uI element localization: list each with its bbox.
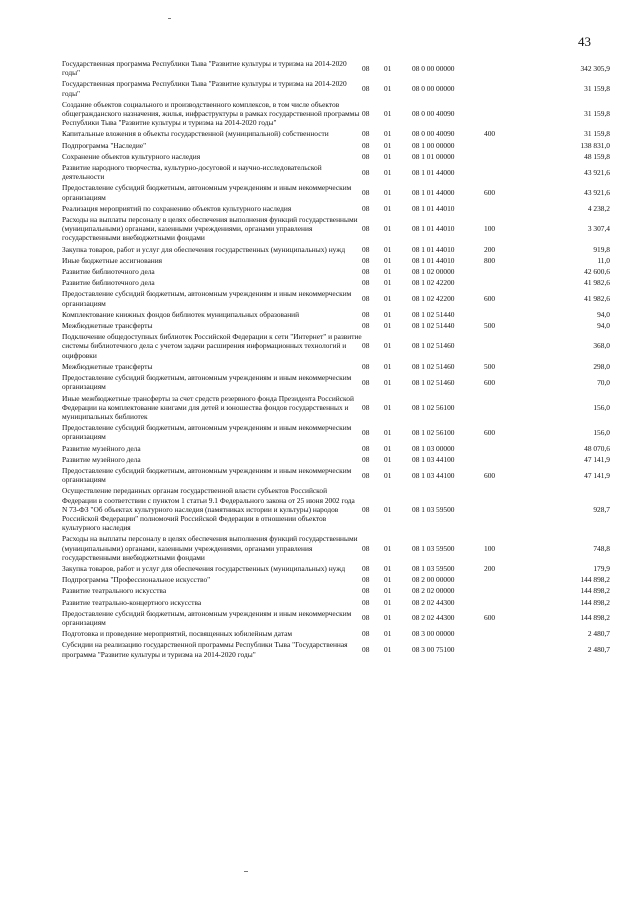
target-article-cell: 08 1 01 44000 bbox=[412, 167, 455, 177]
subsection-code-cell: 01 bbox=[384, 575, 392, 585]
subsection-code-cell: 01 bbox=[384, 563, 392, 573]
expense-name-cell: Расходы на выплаты персоналу в целях обеспечения выполнения функций государственными (муниципальными) органами, казенными учреждениями, органами управления государственными внебюджетными фондами bbox=[62, 215, 358, 243]
table-row bbox=[62, 140, 610, 151]
section-code-cell: 08 bbox=[362, 267, 370, 277]
target-article-cell: 08 3 00 00000 bbox=[412, 629, 455, 639]
target-article-cell: 08 1 03 44100 bbox=[412, 470, 455, 480]
amount-cell: 47 141,9 bbox=[584, 454, 610, 464]
target-article-cell: 08 1 03 59500 bbox=[412, 543, 455, 553]
subsection-code-cell: 01 bbox=[384, 309, 392, 319]
table-row bbox=[62, 454, 610, 465]
target-article-cell: 08 1 02 42200 bbox=[412, 294, 455, 304]
table-row bbox=[62, 608, 610, 628]
page-number: 43 bbox=[578, 34, 591, 49]
amount-cell: 11,0 bbox=[597, 255, 610, 265]
expense-type-cell bbox=[484, 443, 524, 454]
expense-type-cell bbox=[484, 585, 524, 596]
target-article-cell: 08 1 01 44010 bbox=[412, 255, 455, 265]
expense-name-cell: Подпрограмма "Профессиональное искусство" bbox=[62, 575, 211, 585]
amount-cell: 144 898,2 bbox=[580, 575, 610, 585]
subsection-code-cell: 01 bbox=[384, 255, 392, 265]
target-article-cell: 08 2 02 44300 bbox=[412, 597, 455, 607]
expense-name-cell: Развитие музейного дела bbox=[62, 443, 141, 453]
section-code-cell: 08 bbox=[362, 361, 370, 371]
section-code-cell: 08 bbox=[362, 586, 370, 596]
subsection-code-cell: 01 bbox=[384, 140, 392, 150]
expense-name-cell: Предоставление субсидий бюджетным, автономным учреждениям и иным некоммерческим организациям bbox=[62, 183, 352, 202]
table-row bbox=[62, 58, 610, 78]
target-article-cell: 08 2 00 00000 bbox=[412, 575, 455, 585]
expense-type-cell bbox=[484, 203, 524, 214]
target-article-cell: 08 1 02 42200 bbox=[412, 278, 455, 288]
table-row bbox=[62, 99, 610, 129]
expense-name-cell: Развитие музейного дела bbox=[62, 454, 141, 464]
table-row bbox=[62, 309, 610, 320]
section-code-cell: 08 bbox=[362, 341, 370, 351]
subsection-code-cell: 01 bbox=[384, 402, 392, 412]
section-code-cell: 08 bbox=[362, 321, 370, 331]
table-row bbox=[62, 422, 610, 442]
subsection-code-cell: 01 bbox=[384, 63, 392, 73]
subsection-code-cell: 01 bbox=[384, 597, 392, 607]
section-code-cell: 08 bbox=[362, 255, 370, 265]
table-row bbox=[62, 244, 610, 255]
section-code-cell: 08 bbox=[362, 129, 370, 139]
target-article-cell: 08 3 00 75100 bbox=[412, 644, 455, 654]
expense-name-cell: Развитие библиотечного дела bbox=[62, 267, 155, 277]
target-article-cell: 08 1 02 56100 bbox=[412, 402, 455, 412]
section-code-cell: 08 bbox=[362, 613, 370, 623]
expense-name-cell: Предоставление субсидий бюджетным, автономным учреждениям и иным некоммерческим организациям bbox=[62, 373, 352, 392]
section-code-cell: 08 bbox=[362, 470, 370, 480]
subsection-code-cell: 01 bbox=[384, 321, 392, 331]
expense-type-cell bbox=[484, 628, 524, 639]
subsection-code-cell: 01 bbox=[384, 294, 392, 304]
subsection-code-cell: 01 bbox=[384, 613, 392, 623]
expense-name-cell: Межбюджетные трансферты bbox=[62, 321, 153, 331]
table-row bbox=[62, 485, 610, 533]
expense-type-cell bbox=[484, 309, 524, 320]
target-article-cell: 08 1 03 59500 bbox=[412, 504, 455, 514]
subsection-code-cell: 01 bbox=[384, 188, 392, 198]
section-code-cell: 08 bbox=[362, 644, 370, 654]
amount-cell: 179,9 bbox=[593, 563, 610, 573]
table-row bbox=[62, 266, 610, 277]
subsection-code-cell: 01 bbox=[384, 129, 392, 139]
table-row bbox=[62, 639, 610, 659]
expense-name-cell: Иные межбюджетные трансферты за счет средств резервного фонда Президента Российской Федерации на комплектование книгами для детей и юношества фондов государственных и муниципальных библиотек bbox=[62, 393, 354, 421]
subsection-code-cell: 01 bbox=[384, 278, 392, 288]
budget-table bbox=[62, 58, 610, 660]
expense-type-cell bbox=[484, 639, 524, 659]
section-code-cell: 08 bbox=[362, 278, 370, 288]
target-article-cell: 08 1 02 00000 bbox=[412, 267, 455, 277]
expense-type-cell bbox=[484, 78, 524, 98]
section-code-cell: 08 bbox=[362, 224, 370, 234]
target-article-cell: 08 1 01 44000 bbox=[412, 188, 455, 198]
amount-cell: 138 831,0 bbox=[580, 140, 610, 150]
expense-type-cell: 800 bbox=[484, 255, 496, 265]
amount-cell: 31 159,8 bbox=[584, 109, 610, 119]
target-article-cell: 08 1 03 00000 bbox=[412, 443, 455, 453]
target-article-cell: 08 1 01 00000 bbox=[412, 151, 455, 161]
subsection-code-cell: 01 bbox=[384, 224, 392, 234]
table-row bbox=[62, 128, 610, 139]
expense-type-cell: 600 bbox=[484, 613, 496, 623]
expense-name-cell: Сохранение объектов культурного наследия bbox=[62, 151, 201, 161]
expense-name-cell: Капитальные вложения в объекты государственной (муниципальной) собственности bbox=[62, 129, 329, 139]
expense-name-cell: Предоставление субсидий бюджетным, автономным учреждениям и иным некоммерческим организациям bbox=[62, 289, 352, 308]
expense-name-cell: Государственная программа Республики Тыва "Развитие культуры и туризма на 2014-2020 годы" bbox=[62, 79, 347, 98]
amount-cell: 298,0 bbox=[593, 361, 610, 371]
table-row bbox=[62, 563, 610, 574]
expense-type-cell bbox=[484, 140, 524, 151]
expense-name-cell: Развитие народного творчества, культурно-досуговой и научно-исследовательской деятельности bbox=[62, 163, 322, 182]
section-code-cell: 08 bbox=[362, 140, 370, 150]
amount-cell: 2 480,7 bbox=[587, 629, 610, 639]
expense-name-cell: Комплектование книжных фондов библиотек муниципальных образований bbox=[62, 309, 300, 319]
amount-cell: 144 898,2 bbox=[580, 613, 610, 623]
section-code-cell: 08 bbox=[362, 454, 370, 464]
section-code-cell: 08 bbox=[362, 151, 370, 161]
amount-cell: 94,0 bbox=[597, 321, 610, 331]
expense-name-cell: Государственная программа Республики Тыва "Развитие культуры и туризма на 2014-2020 годы" bbox=[62, 59, 347, 78]
amount-cell: 43 921,6 bbox=[584, 167, 610, 177]
table-row bbox=[62, 151, 610, 162]
amount-cell: 4 238,2 bbox=[587, 203, 610, 213]
expense-type-cell: 600 bbox=[484, 377, 496, 387]
table-row bbox=[62, 78, 610, 98]
expense-name-cell: Подпрограмма "Наследие" bbox=[62, 140, 147, 150]
target-article-cell: 08 1 01 44010 bbox=[412, 203, 455, 213]
expense-type-cell: 400 bbox=[484, 129, 496, 139]
budget-table-body bbox=[62, 58, 610, 660]
section-code-cell: 08 bbox=[362, 563, 370, 573]
expense-type-cell: 200 bbox=[484, 563, 496, 573]
subsection-code-cell: 01 bbox=[384, 341, 392, 351]
expense-name-cell: Расходы на выплаты персоналу в целях обеспечения выполнения функций государственными (муниципальными) органами, казенными учреждениями, органами управления государственными внебюджетными фондами bbox=[62, 534, 358, 562]
table-row bbox=[62, 372, 610, 392]
expense-type-cell bbox=[484, 99, 524, 129]
section-code-cell: 08 bbox=[362, 504, 370, 514]
amount-cell: 144 898,2 bbox=[580, 586, 610, 596]
amount-cell: 42 600,6 bbox=[584, 267, 610, 277]
expense-name-cell: Предоставление субсидий бюджетным, автономным учреждениям и иным некоммерческим организациям bbox=[62, 608, 352, 627]
target-article-cell: 08 0 00 00000 bbox=[412, 84, 455, 93]
expense-type-cell bbox=[484, 597, 524, 608]
section-code-cell: 08 bbox=[362, 188, 370, 198]
target-article-cell: 08 1 03 44100 bbox=[412, 454, 455, 464]
target-article-cell: 08 1 02 56100 bbox=[412, 427, 455, 437]
section-code-cell: 08 bbox=[362, 309, 370, 319]
table-row bbox=[62, 214, 610, 244]
expense-type-cell bbox=[484, 162, 524, 182]
expense-type-cell bbox=[484, 574, 524, 585]
subsection-code-cell: 01 bbox=[384, 629, 392, 639]
table-row bbox=[62, 597, 610, 608]
amount-cell: 41 982,6 bbox=[584, 278, 610, 288]
expense-name-cell: Реализация мероприятий по сохранению объектов культурного наследия bbox=[62, 203, 292, 213]
amount-cell: 31 159,8 bbox=[584, 84, 610, 93]
expense-name-cell: Подключение общедоступных библиотек Российской Федерации к сети "Интернет" и развитие системы библиотечного дела с учетом задачи расширения информационных технологий и оцифровки bbox=[62, 332, 362, 360]
subsection-code-cell: 01 bbox=[384, 244, 392, 254]
scan-mark-bottom bbox=[244, 871, 248, 872]
expense-type-cell: 200 bbox=[484, 244, 496, 254]
table-row bbox=[62, 162, 610, 182]
amount-cell: 2 480,7 bbox=[587, 644, 610, 654]
amount-cell: 48 159,8 bbox=[584, 151, 610, 161]
target-article-cell: 08 1 02 51460 bbox=[412, 361, 455, 371]
target-article-cell: 08 1 00 00000 bbox=[412, 140, 455, 150]
table-row bbox=[62, 443, 610, 454]
table-row bbox=[62, 320, 610, 331]
expense-name-cell: Межбюджетные трансферты bbox=[62, 361, 153, 371]
expense-type-cell: 600 bbox=[484, 294, 496, 304]
expense-type-cell bbox=[484, 331, 524, 361]
section-code-cell: 08 bbox=[362, 109, 370, 119]
amount-cell: 94,0 bbox=[597, 309, 610, 319]
amount-cell: 47 141,9 bbox=[584, 470, 610, 480]
amount-cell: 31 159,8 bbox=[584, 129, 610, 139]
subsection-code-cell: 01 bbox=[384, 427, 392, 437]
expense-name-cell: Развитие театрального искусства bbox=[62, 586, 167, 596]
subsection-code-cell: 01 bbox=[384, 586, 392, 596]
expense-type-cell: 500 bbox=[484, 361, 496, 371]
target-article-cell: 08 0 00 40090 bbox=[412, 129, 455, 139]
amount-cell: 368,0 bbox=[593, 341, 610, 351]
section-code-cell: 08 bbox=[362, 244, 370, 254]
table-row bbox=[62, 255, 610, 266]
table-row bbox=[62, 182, 610, 202]
expense-type-cell: 600 bbox=[484, 188, 496, 198]
subsection-code-cell: 01 bbox=[384, 644, 392, 654]
amount-cell: 748,8 bbox=[593, 543, 610, 553]
expense-type-cell bbox=[484, 277, 524, 288]
scan-mark-top bbox=[168, 18, 171, 19]
table-row bbox=[62, 203, 610, 214]
section-code-cell: 08 bbox=[362, 575, 370, 585]
subsection-code-cell: 01 bbox=[384, 151, 392, 161]
section-code-cell: 08 bbox=[362, 167, 370, 177]
section-code-cell: 08 bbox=[362, 84, 370, 93]
section-code-cell: 08 bbox=[362, 543, 370, 553]
table-row bbox=[62, 585, 610, 596]
section-code-cell: 08 bbox=[362, 203, 370, 213]
amount-cell: 928,7 bbox=[593, 504, 610, 514]
expense-type-cell: 100 bbox=[484, 224, 496, 234]
expense-name-cell: Создание объектов социального и производственного комплексов, в том числе объектов общегражданского назначения, жилья, инфраструктуры в рамках государственной программы Республики Тыва "Развитие культуры и туризма на 2014-2020 годы" bbox=[62, 99, 360, 128]
expense-type-cell bbox=[484, 393, 524, 423]
expense-name-cell: Закупка товаров, работ и услуг для обеспечения государственных (муниципальных) нужд bbox=[62, 244, 346, 254]
amount-cell: 41 982,6 bbox=[584, 294, 610, 304]
subsection-code-cell: 01 bbox=[384, 504, 392, 514]
target-article-cell: 08 1 02 51460 bbox=[412, 377, 455, 387]
table-row bbox=[62, 465, 610, 485]
section-code-cell: 08 bbox=[362, 443, 370, 453]
table-row bbox=[62, 361, 610, 372]
expense-type-cell bbox=[484, 58, 524, 78]
expense-type-cell bbox=[484, 485, 524, 533]
section-code-cell: 08 bbox=[362, 294, 370, 304]
target-article-cell: 08 1 02 51440 bbox=[412, 309, 455, 319]
expense-type-cell bbox=[484, 266, 524, 277]
expense-name-cell: Предоставление субсидий бюджетным, автономным учреждениям и иным некоммерческим организациям bbox=[62, 465, 352, 485]
target-article-cell: 08 2 02 00000 bbox=[412, 586, 455, 596]
table-row bbox=[62, 533, 610, 563]
table-row bbox=[62, 393, 610, 423]
amount-cell: 70,0 bbox=[597, 377, 610, 387]
expense-name-cell: Предоставление субсидий бюджетным, автономным учреждениям и иным некоммерческим организациям bbox=[62, 423, 352, 442]
amount-cell: 156,0 bbox=[593, 427, 610, 437]
amount-cell: 48 070,6 bbox=[584, 443, 610, 453]
expense-name-cell: Иные бюджетные ассигнования bbox=[62, 255, 163, 265]
subsection-code-cell: 01 bbox=[384, 361, 392, 371]
subsection-code-cell: 01 bbox=[384, 470, 392, 480]
target-article-cell: 08 1 02 51460 bbox=[412, 341, 455, 351]
subsection-code-cell: 01 bbox=[384, 203, 392, 213]
expense-name-cell: Осуществление переданных органам государственной власти субъектов Российской Федерации в соответствии с пунктом 1 статьи 9.1 Федерального закона от 25 июня 2002 года N 73-ФЗ "Об объектах культурного наследия (памятниках истории и культуры) народов Российской Федерации" полномочий Российской Федерации в отношении объектов культурного наследия bbox=[62, 486, 355, 533]
expense-name-cell: Субсидии на реализацию государственной программы Республики Тыва "Государственная программа "Развитие культуры и туризма на 2014-2020 годы" bbox=[62, 640, 348, 659]
expense-name-cell: Подготовка и проведение мероприятий, посвященных юбилейным датам bbox=[62, 629, 293, 639]
subsection-code-cell: 01 bbox=[384, 167, 392, 177]
amount-cell: 144 898,2 bbox=[580, 597, 610, 607]
expense-type-cell: 100 bbox=[484, 543, 496, 553]
section-code-cell: 08 bbox=[362, 63, 370, 73]
target-article-cell: 08 1 01 44010 bbox=[412, 224, 455, 234]
subsection-code-cell: 01 bbox=[384, 454, 392, 464]
section-code-cell: 08 bbox=[362, 629, 370, 639]
amount-cell: 342 305,9 bbox=[580, 63, 610, 73]
section-code-cell: 08 bbox=[362, 402, 370, 412]
table-row bbox=[62, 331, 610, 361]
table-row bbox=[62, 288, 610, 308]
subsection-code-cell: 01 bbox=[384, 543, 392, 553]
target-article-cell: 08 1 01 44010 bbox=[412, 244, 455, 254]
subsection-code-cell: 01 bbox=[384, 443, 392, 453]
expense-type-cell: 600 bbox=[484, 427, 496, 437]
expense-type-cell: 600 bbox=[484, 470, 496, 480]
table-row bbox=[62, 277, 610, 288]
amount-cell: 156,0 bbox=[593, 402, 610, 412]
expense-type-cell: 500 bbox=[484, 321, 496, 331]
section-code-cell: 08 bbox=[362, 377, 370, 387]
expense-type-cell bbox=[484, 151, 524, 162]
target-article-cell: 08 0 00 40090 bbox=[412, 109, 455, 119]
section-code-cell: 08 bbox=[362, 597, 370, 607]
amount-cell: 3 307,4 bbox=[587, 224, 610, 234]
subsection-code-cell: 01 bbox=[384, 377, 392, 387]
subsection-code-cell: 01 bbox=[384, 267, 392, 277]
target-article-cell: 08 0 00 00000 bbox=[412, 63, 455, 73]
table-row bbox=[62, 628, 610, 639]
expense-name-cell: Развитие библиотечного дела bbox=[62, 278, 155, 288]
expense-name-cell: Закупка товаров, работ и услуг для обеспечения государственных (муниципальных) нужд bbox=[62, 563, 346, 573]
target-article-cell: 08 1 03 59500 bbox=[412, 563, 455, 573]
amount-cell: 43 921,6 bbox=[584, 188, 610, 198]
amount-cell: 919,8 bbox=[593, 244, 610, 254]
subsection-code-cell: 01 bbox=[384, 84, 392, 93]
expense-type-cell bbox=[484, 454, 524, 465]
section-code-cell: 08 bbox=[362, 427, 370, 437]
expense-name-cell: Развитие театрально-концертного искусства bbox=[62, 597, 202, 607]
subsection-code-cell: 01 bbox=[384, 109, 392, 119]
target-article-cell: 08 1 02 51440 bbox=[412, 321, 455, 331]
target-article-cell: 08 2 02 44300 bbox=[412, 613, 455, 623]
table-row bbox=[62, 574, 610, 585]
